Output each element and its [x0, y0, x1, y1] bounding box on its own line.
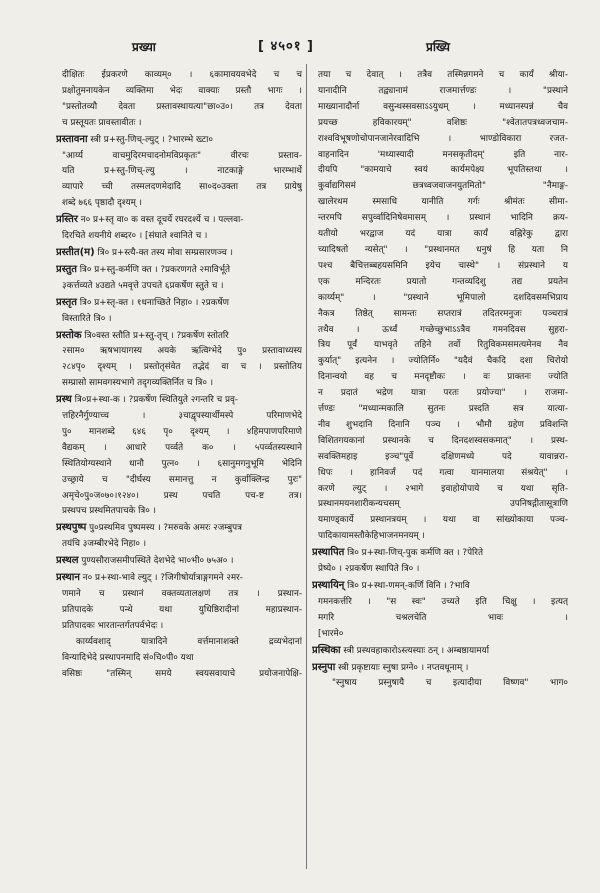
line-text: प्रस्थानमयनशारीकन्यचसम् उपनिषद्गीतासूत्राणि — [318, 499, 568, 510]
text-line — [56, 651, 302, 667]
text-line — [56, 344, 302, 360]
column-divider — [306, 64, 307, 869]
text-line — [56, 667, 302, 683]
line-text: तया च देवात् । तत्रैव तस्मिन्नगमने च कार्यं श्रीया- — [318, 70, 568, 80]
line-text: पश्च बैचित्तब्बहयसमिनि इयेच चास्थे" । संप्रस्थाने य — [318, 260, 568, 271]
line-text: त्रिय पूर्वं याभवृते तहिने तर्वो रितुविकमसमत्यमेनव नैव — [318, 340, 568, 351]
text-line — [312, 132, 568, 148]
line-text: विस्तारिते त्रि० । — [62, 313, 112, 324]
text-line — [56, 68, 302, 84]
line-text: विशितगयकानां प्रस्थानके च दिनदशस्वसकमात्" । प्रस्थ- — [318, 435, 568, 446]
right-column — [312, 68, 568, 868]
headword: प्रस्तिर — [56, 214, 78, 226]
line-text: दिनान्वयो वह च मनदृष्टौकः । वः प्राक्तनः ज्योति — [318, 372, 568, 383]
text-line — [312, 68, 568, 84]
line-text: न० प्र+स्तृ वा० क वस्त दूचर्ये रघरदर्श्ये च । पल्लवा- — [77, 215, 244, 226]
left-column — [56, 68, 302, 868]
text-line — [56, 376, 302, 392]
entry-line — [56, 245, 302, 262]
line-text: यमाण्ड्कार्ये प्रस्थानत्रयम् । यथा वा सांख्योकाया पञ्च- — [318, 515, 568, 526]
line-text: एक मन्दिरतः प्रयातो गन्तव्यदिशु तद्य प्रयतेन — [318, 276, 568, 287]
entry-line — [312, 545, 568, 562]
line-text: त्रि० प्र+स्त्यै-क्त तस्य मोवा सम्प्रसारणञ्च । — [94, 247, 233, 258]
line-text: त्रि०प्र+स्था-क । ?प्रकर्षेण स्थितियुते २गन्तरि च प्रवृ- — [71, 395, 239, 406]
line-text: त्तहिरनैर्गुण्याच्च । ३चाद्वृपस्यार्थीमस्पे परिमाणभेदे — [62, 411, 302, 422]
line-text: माख्यानादौर्ना वसुन्थस्सवसाऽऽयुधम् । मध्यानस्पन्नं चैव — [318, 101, 568, 112]
text-line — [312, 275, 568, 291]
line-text: करणे ल्युट् । २भागे इवाहोयोपाये च यथा सृति- — [318, 483, 568, 494]
text-line — [56, 279, 302, 295]
line-text: अमृचे०पु०ज०७०।१२४०। प्रस्थ पचति पच-ष्ट तत्र। — [62, 490, 302, 501]
line-text: न प्रदातं भद्रेण यात्रा परतः प्रयोज्या" । राजमा- — [318, 388, 568, 399]
text-line — [312, 323, 568, 339]
line-text: दीक्षितः ईप्रकरणे काव्यम्० । ६कामावयवभेदे च च — [62, 70, 302, 80]
text-line — [312, 434, 568, 450]
line-text: च्यादिषतो न्यसेत्" । "प्रस्थानमत धनुषं हि यता नि — [318, 244, 568, 255]
text-line — [56, 229, 302, 245]
text-line — [312, 100, 568, 116]
text-line — [56, 537, 302, 553]
line-text: यानादीनि तद्व्यानामं राजमार्त्तण्डः । "प्रस्थाने — [318, 85, 568, 96]
entry-line — [56, 553, 302, 570]
text-line — [312, 227, 568, 243]
text-line — [312, 418, 568, 434]
line-text: विन्यादिभेदे प्रस्थापनमादि सं०चि०पी० यथा — [62, 652, 194, 663]
text-line — [312, 354, 568, 370]
text-line — [56, 116, 302, 132]
text-line — [56, 635, 302, 651]
line-text: पु०प्रस्थमिव पुष्पमस्य । ?मरुवके अमरः २जम्बुपत्र — [86, 523, 242, 534]
line-text: "स्नुषाय प्रस्नुषायै च इत्यादीया विष्णव" भाग० — [332, 678, 568, 689]
line-text: शब्दे ७६६ पृष्ठादौ दृश्यम् । — [62, 198, 143, 209]
entry-line — [56, 520, 302, 537]
text-line — [312, 195, 568, 211]
text-line — [56, 360, 302, 376]
text-line — [312, 116, 568, 132]
entry-line — [56, 295, 302, 312]
headword: प्रस्थान — [56, 572, 80, 584]
text-line — [312, 676, 568, 692]
headword: प्रस्तीत(म) — [56, 246, 95, 258]
line-text: दिरचिते शयनीये शब्दर० । [संघाते श्वानिते च । — [62, 231, 208, 242]
line-text: त्रि० प्र+स्तु-कर्मणि क्त । ?प्रकरणगते २माविर्भूते — [76, 264, 231, 275]
entry-line — [56, 570, 302, 587]
text-line — [312, 402, 568, 418]
text-line — [312, 370, 568, 386]
line-text: पु० मानशब्दे ६४६ पृ० दृश्यम् । ४हिमपाणपरिमाणे — [62, 426, 302, 437]
text-line — [312, 338, 568, 354]
line-text: नैकत्र तिष्ठेत् सामन्तः सप्तरात्रं तदितरमनुजः पञ्चरात्रं — [318, 308, 568, 319]
line-text: स्थितियोग्यस्थाने धानौ पुत्न० । ६सानुमगनुभूमि भेदिनि — [62, 458, 302, 469]
line-text: "प्रस्तोतव्यौ देवता प्रस्तावस्थायत्या"छा०उ०। तत्र देवता — [62, 101, 302, 112]
line-text: [भारमे० — [318, 628, 344, 639]
headword: प्रस्थपुष्प — [56, 522, 87, 534]
line-text: नीव शुभदानि दिनानि पञ्च । भौमौ ग्रहेण प्रविशन्ति — [318, 419, 568, 430]
text-line — [56, 180, 302, 196]
text-line — [56, 196, 302, 212]
line-text: णमाने च प्रस्थानं वक्तव्यतालक्षणं तत्र । प्रस्थान- — [62, 589, 302, 599]
text-line — [56, 473, 302, 489]
text-line — [56, 619, 302, 635]
line-text: कार्य्यवशाद् यात्रादिने वर्त्तमानाशक्ते द्रव्यभेदानां — [76, 636, 302, 647]
text-line — [312, 211, 568, 227]
line-text: त्रि० प्र+स्तृ-क्त । १धनाच्छिते निहा० । २प्रकर्षेण — [76, 297, 229, 308]
headword: प्रस्तावना — [56, 133, 88, 145]
line-text: २साम० ऋषभायागस्य अयके ऋत्विग्भेदे पु० प्रस्तावाध्यस्य — [62, 346, 302, 357]
line-text: वैद्यकम् । आधारे पर्व्वते क० । ५पर्व्वतस्यस्थाने — [62, 442, 302, 453]
headword: प्रस्थिका — [312, 644, 341, 656]
text-line — [312, 163, 568, 179]
text-line — [312, 179, 568, 195]
entry-line — [56, 262, 302, 279]
page-header — [0, 36, 600, 58]
line-text: वसिष्ठः "तस्मिन् समये स्वयसवायाचे प्रयोजनापेक्षि- — [62, 668, 302, 679]
headword: प्रस्नुपा — [312, 661, 336, 673]
text-line — [312, 84, 568, 100]
line-text: च प्रस्तूयतः प्रावस्तावीतः । — [62, 117, 142, 128]
line-text: ३कर्त्तव्यते ४उद्यते ५मवृत्ते उपचते ६प्रकर्षेण स्तुते च । — [62, 280, 224, 291]
entry-line — [312, 660, 568, 677]
entry-line — [56, 328, 302, 345]
line-text: प्रेष्ये० । २प्रकर्षेण स्थापिते त्रि० । — [318, 564, 420, 575]
text-line — [312, 562, 568, 578]
line-text: धिपः । हानिवर्जं पदं गत्वा यानमालया संश्रयेत्" । — [318, 467, 568, 478]
text-line — [56, 603, 302, 619]
line-text: त्रि० प्र+स्था-णिच्-पुक कर्मणि क्त । ?पेरिते — [344, 548, 483, 559]
line-text: तयंचि ३जम्बीरभेदे निहा० । — [62, 539, 147, 550]
text-line — [312, 482, 568, 498]
text-line — [56, 587, 302, 603]
headword: प्रस्तृत — [56, 296, 77, 308]
headword: प्रस्थल — [56, 555, 79, 567]
text-line — [312, 450, 568, 466]
line-text: वाहनादिन 'मध्यास्यादी मनसकृतीदम्' इति नार- — [318, 149, 568, 160]
line-text: सम्प्रासो सामवगस्यभागे तदृगव्यक्तिर्नित च त्रि० । — [62, 378, 214, 389]
line-text: न० प्र+स्था-भावे ल्युट् । ?जिगीषोर्यात्राङ्गगमने २मर- — [79, 573, 243, 584]
text-line — [56, 149, 302, 165]
entry-line — [312, 578, 568, 595]
line-text: प्रतिपादके पन्थे यथा युधिष्ठिरादीनां महाप्रस्थान- — [62, 604, 302, 615]
line-text: मगरि चश्रलचेति भावः । — [318, 612, 568, 623]
line-text: व्यापारे च्ची तस्मलदणमेदादि सा०द०उक्ता तत्र प्रायेषु — [62, 182, 302, 193]
text-line — [312, 148, 568, 164]
text-line — [312, 386, 568, 402]
line-text: स्त्री प्र+स्तु-णिच्-ल्युट् । ?भारम्भे ख्टा० — [87, 134, 213, 145]
text-line — [56, 100, 302, 116]
text-line — [56, 441, 302, 457]
line-text: उच्छ्राये च "दीर्घस्य समानत्तु न कुर्वाक्लिन्द्र पुरः" — [62, 474, 302, 485]
entry-line — [312, 643, 568, 660]
line-text: यति प्र+स्तु-णिच्-ल्यु । नाटकाङ्गे भारम्भार्थे — [62, 166, 302, 177]
text-line — [56, 409, 302, 425]
text-line — [312, 259, 568, 275]
line-text: यतीयो भरद्वाज यदं यात्रा कार्यं वह्निरेकु द्वारा — [318, 229, 568, 240]
text-line — [312, 307, 568, 323]
line-text: स्त्री प्रकृष्टायाः स्नुषा प्रग्ने० । नप्तवधूनाम् । — [335, 662, 469, 673]
text-line — [56, 164, 302, 180]
text-line — [56, 504, 302, 520]
headword: प्रस्तुत — [56, 263, 77, 275]
line-text: प्रतिपादकः भारतान्तर्गतपर्वभेदः । — [62, 620, 164, 631]
text-line — [312, 243, 568, 259]
line-text: पुण्यसौराजसमीपस्थिते देशभेदे भा०भी० ७५अ० । — [78, 556, 234, 567]
line-text: दीयपि "कामयाचे स्वयं कार्यमपेक्ष्य भूपतिस्तथा । — [318, 165, 568, 176]
line-text: गमनकर्त्तरि । "स स्वः" उच्यते इति चिक्षु । इत्यत् — [318, 596, 568, 607]
line-text: स्त्री प्रस्थवहाकारोऽस्त्यस्याः ठन् । अम्बष्ठायामर्या — [340, 645, 489, 656]
headword: प्रस्तोक — [56, 329, 82, 341]
entry-line — [56, 212, 302, 229]
line-text: तथैव । ऊर्ध्वं गच्छेच्छुभाऽऽत्रैव गमनदिवस सुहरा- — [318, 324, 568, 335]
text-line — [56, 489, 302, 505]
line-text: र्त्तण्डः "मध्यान्मकालि सुतनः प्रस्दति सत्र यात्या- — [318, 404, 568, 415]
headword: प्रस्थापित — [312, 547, 345, 559]
line-text: राश्वविभूषणोचोपानजानेरवादिभि । भाण्डोविकारा रजत- — [318, 133, 568, 144]
right-guide-word: प्रख्यि — [426, 40, 450, 54]
text-line — [56, 312, 302, 328]
text-line — [56, 457, 302, 473]
line-text: सवक्तिमहाइ इञ्च"पूर्वे दक्षिणमध्ये पदे यावान्नरा- — [318, 451, 568, 462]
line-text: कुर्यात्" इत्यनेन । ज्योतिर्नि० "यदैवं चैकदि दशा चिरोयो — [318, 356, 568, 367]
text-line — [312, 595, 568, 611]
line-text: त्रि०वस्त स्तौति प्र+स्तु-तृच् । ?प्रकर्षेण स्तोतरि — [81, 330, 229, 341]
headword: प्रस्थ — [56, 394, 72, 406]
line-text: "आर्य्य वाचमुदिरमचादनोमविप्रकृतः" वीरचः प्रस्ताव- — [62, 150, 302, 161]
text-line — [312, 513, 568, 529]
headword: प्रस्थायिन् — [312, 580, 345, 591]
page-number: [ ४५०१ ] — [258, 39, 314, 54]
line-text: कार्य्यम्" । "प्रस्थाने भूमिपालो दशदिवसमभिप्राय — [318, 292, 568, 303]
text-line — [312, 497, 568, 513]
text-line — [312, 611, 568, 627]
line-text: खालेरथम स्मसाधि यानीति गर्गः श्रीमंतः सीमा- — [318, 197, 568, 208]
entry-line — [56, 392, 302, 409]
text-line — [312, 466, 568, 482]
line-text: कुर्वाद्यगिसमं छत्रध्वजवाजनयुतमितो" "नैमाङ्ग- — [318, 181, 568, 192]
entry-line — [56, 132, 302, 149]
line-text: २८४पृ० दृश्यम् । प्रस्तोतृसंवेत तद्भेदं वा च । प्रस्तोतिय — [62, 362, 302, 373]
line-text: प्रयच्छ हविकारयम्" वशिष्ठः "श्वेतातपत्रध्वजचाम- — [318, 117, 568, 128]
text-line — [312, 529, 568, 545]
line-text: न्तरमपि सपुर्व्वादिनिषेवमासम् । प्रस्थानं भादिनि क्रय- — [318, 213, 568, 224]
text-line — [312, 291, 568, 307]
line-text: प्रक्षोतुमनायकेन व्यक्तिमा भेदः वाक्याः प्रस्तौ भागः । — [62, 85, 302, 96]
line-text: त्रि० प्र+स्था-णमन्-कर्णि विनि । ?भावि — [344, 581, 470, 591]
line-text: पादिकायामस्तौकेहिभाजनमनयम् । — [318, 531, 425, 542]
text-line — [56, 84, 302, 100]
line-text: प्रस्थपच प्रस्थमितपाचके त्रि० । — [62, 506, 156, 517]
left-guide-word: प्रख्या — [132, 40, 156, 54]
text-line — [312, 627, 568, 643]
text-line — [56, 425, 302, 441]
